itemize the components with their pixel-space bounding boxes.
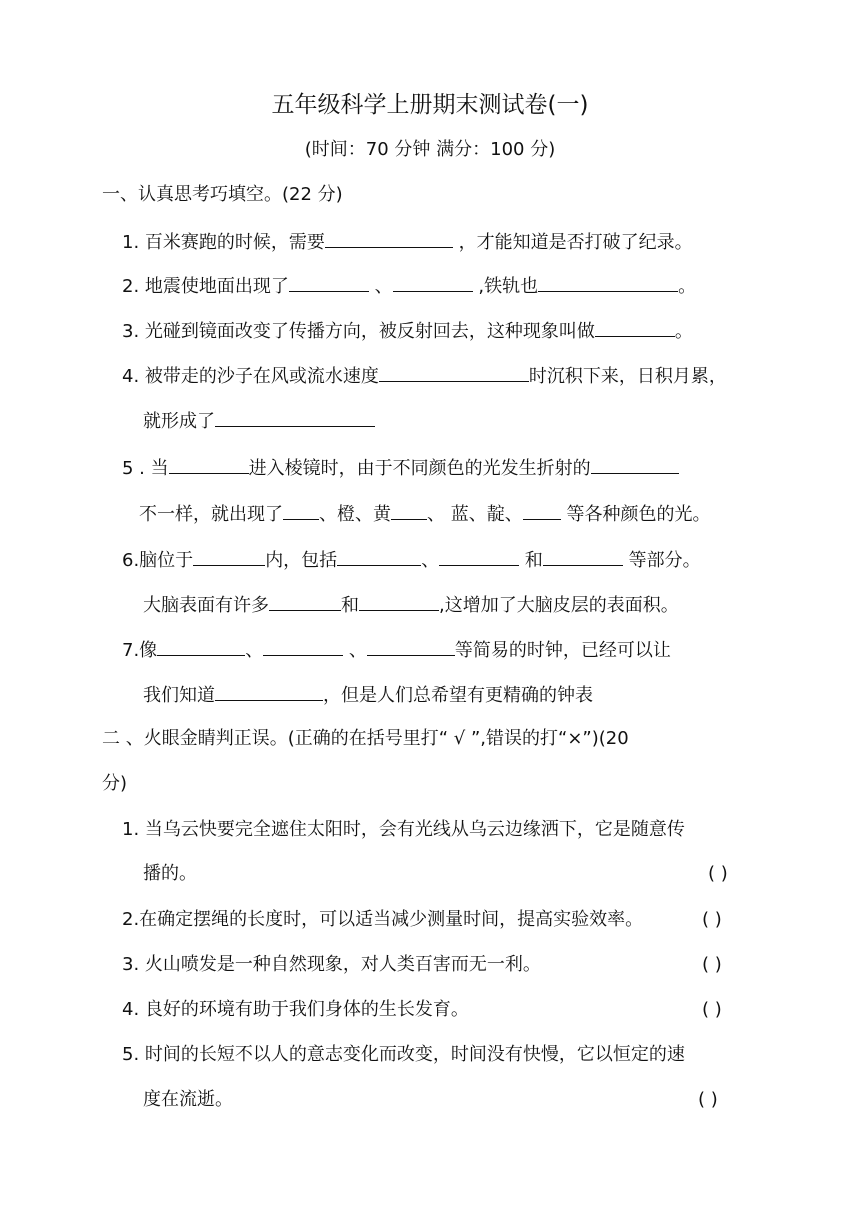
answer-blank[interactable] bbox=[215, 408, 375, 427]
question-text: 、 bbox=[343, 640, 367, 661]
question-1-1 bbox=[122, 229, 693, 255]
question-1-5 bbox=[122, 455, 679, 481]
question-text: 和 bbox=[519, 550, 543, 571]
answer-blank[interactable] bbox=[595, 318, 675, 337]
question-text: 不一样，就出现了 bbox=[139, 504, 283, 525]
question-text: 等简易的时钟，已经可以让 bbox=[454, 640, 671, 661]
question-text: 进入棱镜时，由于不同颜色的光发生折射的 bbox=[248, 458, 591, 479]
answer-blank[interactable] bbox=[523, 501, 561, 520]
question-1-4 bbox=[122, 363, 727, 389]
question-1-7-cont bbox=[143, 682, 593, 708]
question-1-2 bbox=[122, 273, 696, 299]
answer-blank[interactable] bbox=[325, 229, 453, 248]
section-2-heading-cont: 分) bbox=[102, 773, 128, 794]
question-text: 3. 光碰到镜面改变了传播方向，被反射回去，这种现象叫做 bbox=[122, 321, 595, 342]
question-1-6 bbox=[122, 547, 701, 573]
question-text: 5 . 当 bbox=[122, 458, 169, 479]
question-1-6-cont bbox=[143, 592, 679, 618]
question-text: 和 bbox=[341, 595, 359, 616]
question-text: 4. 被带走的沙子在风或流水速度 bbox=[122, 366, 379, 387]
question-1-4-cont bbox=[143, 408, 375, 434]
answer-blank[interactable] bbox=[393, 273, 473, 292]
question-text: 1. 百米赛跑的时候，需要 bbox=[122, 232, 325, 253]
answer-blank[interactable] bbox=[289, 273, 369, 292]
answer-parentheses[interactable]: ( ) bbox=[702, 909, 722, 930]
question-text: 、 bbox=[368, 276, 393, 297]
answer-parentheses[interactable]: ( ) bbox=[702, 954, 722, 975]
answer-blank[interactable] bbox=[379, 363, 529, 382]
question-1-7 bbox=[122, 637, 671, 663]
answer-blank[interactable] bbox=[263, 637, 343, 656]
question-2-1-cont: 播的。 bbox=[143, 863, 197, 884]
answer-blank[interactable] bbox=[538, 273, 678, 292]
question-2-4: 4. 良好的环境有助于我们身体的生长发育。 bbox=[122, 999, 469, 1020]
exam-info: (时间：70 分钟 满分：100 分) bbox=[304, 139, 556, 160]
question-2-1: 1. 当乌云快要完全遮住太阳时，会有光线从乌云边缘洒下，它是随意传 bbox=[122, 819, 685, 840]
answer-blank[interactable] bbox=[439, 547, 519, 566]
question-1-5-cont bbox=[139, 501, 710, 527]
question-text: 、橙、黄 bbox=[319, 504, 391, 525]
question-text: 2. 地震使地面出现了 bbox=[122, 276, 289, 297]
question-2-2: 2.在确定摆绳的长度时，可以适当减少测量时间，提高实验效率。 bbox=[122, 909, 644, 930]
answer-parentheses[interactable]: ( ) bbox=[708, 863, 728, 884]
answer-blank[interactable] bbox=[169, 455, 249, 474]
question-text: 6.脑位于 bbox=[122, 550, 194, 571]
question-text: 时沉积下来，日积月累， bbox=[528, 366, 727, 387]
answer-blank[interactable] bbox=[283, 501, 319, 520]
section-2-heading: 二 、火眼金睛判正误。(正确的在括号里打“ √ ”,错误的打“×”)(20 bbox=[102, 728, 629, 749]
answer-blank[interactable] bbox=[359, 592, 439, 611]
question-text: ，但是人们总希望有更精确的钟表 bbox=[323, 685, 593, 706]
question-text: 等部分。 bbox=[622, 550, 701, 571]
question-text: 。 bbox=[678, 276, 697, 297]
answer-blank[interactable] bbox=[337, 547, 421, 566]
answer-blank[interactable] bbox=[269, 592, 341, 611]
question-text: 。 bbox=[674, 321, 693, 342]
question-text: 、 bbox=[245, 640, 264, 661]
answer-blank[interactable] bbox=[543, 547, 623, 566]
question-2-5: 5. 时间的长短不以人的意志变化而改变，时间没有快慢，它以恒定的速 bbox=[122, 1044, 685, 1065]
answer-parentheses[interactable]: ( ) bbox=[698, 1089, 718, 1110]
answer-blank[interactable] bbox=[391, 501, 427, 520]
question-text: 内，包括 bbox=[265, 550, 338, 571]
question-text: ，才能知道是否打破了纪录。 bbox=[452, 232, 693, 253]
answer-blank[interactable] bbox=[367, 637, 455, 656]
question-2-5-cont: 度在流逝。 bbox=[143, 1089, 233, 1110]
question-text: ,这增加了大脑皮层的表面积。 bbox=[439, 595, 679, 616]
question-text: 等各种颜色的光。 bbox=[560, 504, 711, 525]
question-1-3 bbox=[122, 318, 693, 344]
question-2-3: 3. 火山喷发是一种自然现象，对人类百害而无一利。 bbox=[122, 954, 541, 975]
answer-blank[interactable] bbox=[215, 682, 323, 701]
answer-parentheses[interactable]: ( ) bbox=[702, 999, 722, 1020]
question-text: 、 bbox=[421, 550, 440, 571]
question-text: 7.像 bbox=[122, 640, 158, 661]
page-title: 五年级科学上册期末测试卷(一) bbox=[271, 92, 589, 118]
answer-blank[interactable] bbox=[157, 637, 245, 656]
question-text: 就形成了 bbox=[143, 411, 215, 432]
section-1-heading: 一、认真思考巧填空。(22 分) bbox=[102, 184, 343, 205]
question-text: 我们知道 bbox=[143, 685, 215, 706]
answer-blank[interactable] bbox=[193, 547, 265, 566]
question-text: 大脑表面有许多 bbox=[143, 595, 269, 616]
question-text: ,铁轨也 bbox=[472, 276, 539, 297]
answer-blank[interactable] bbox=[591, 455, 679, 474]
question-text: 、 蓝、靛、 bbox=[427, 504, 523, 525]
